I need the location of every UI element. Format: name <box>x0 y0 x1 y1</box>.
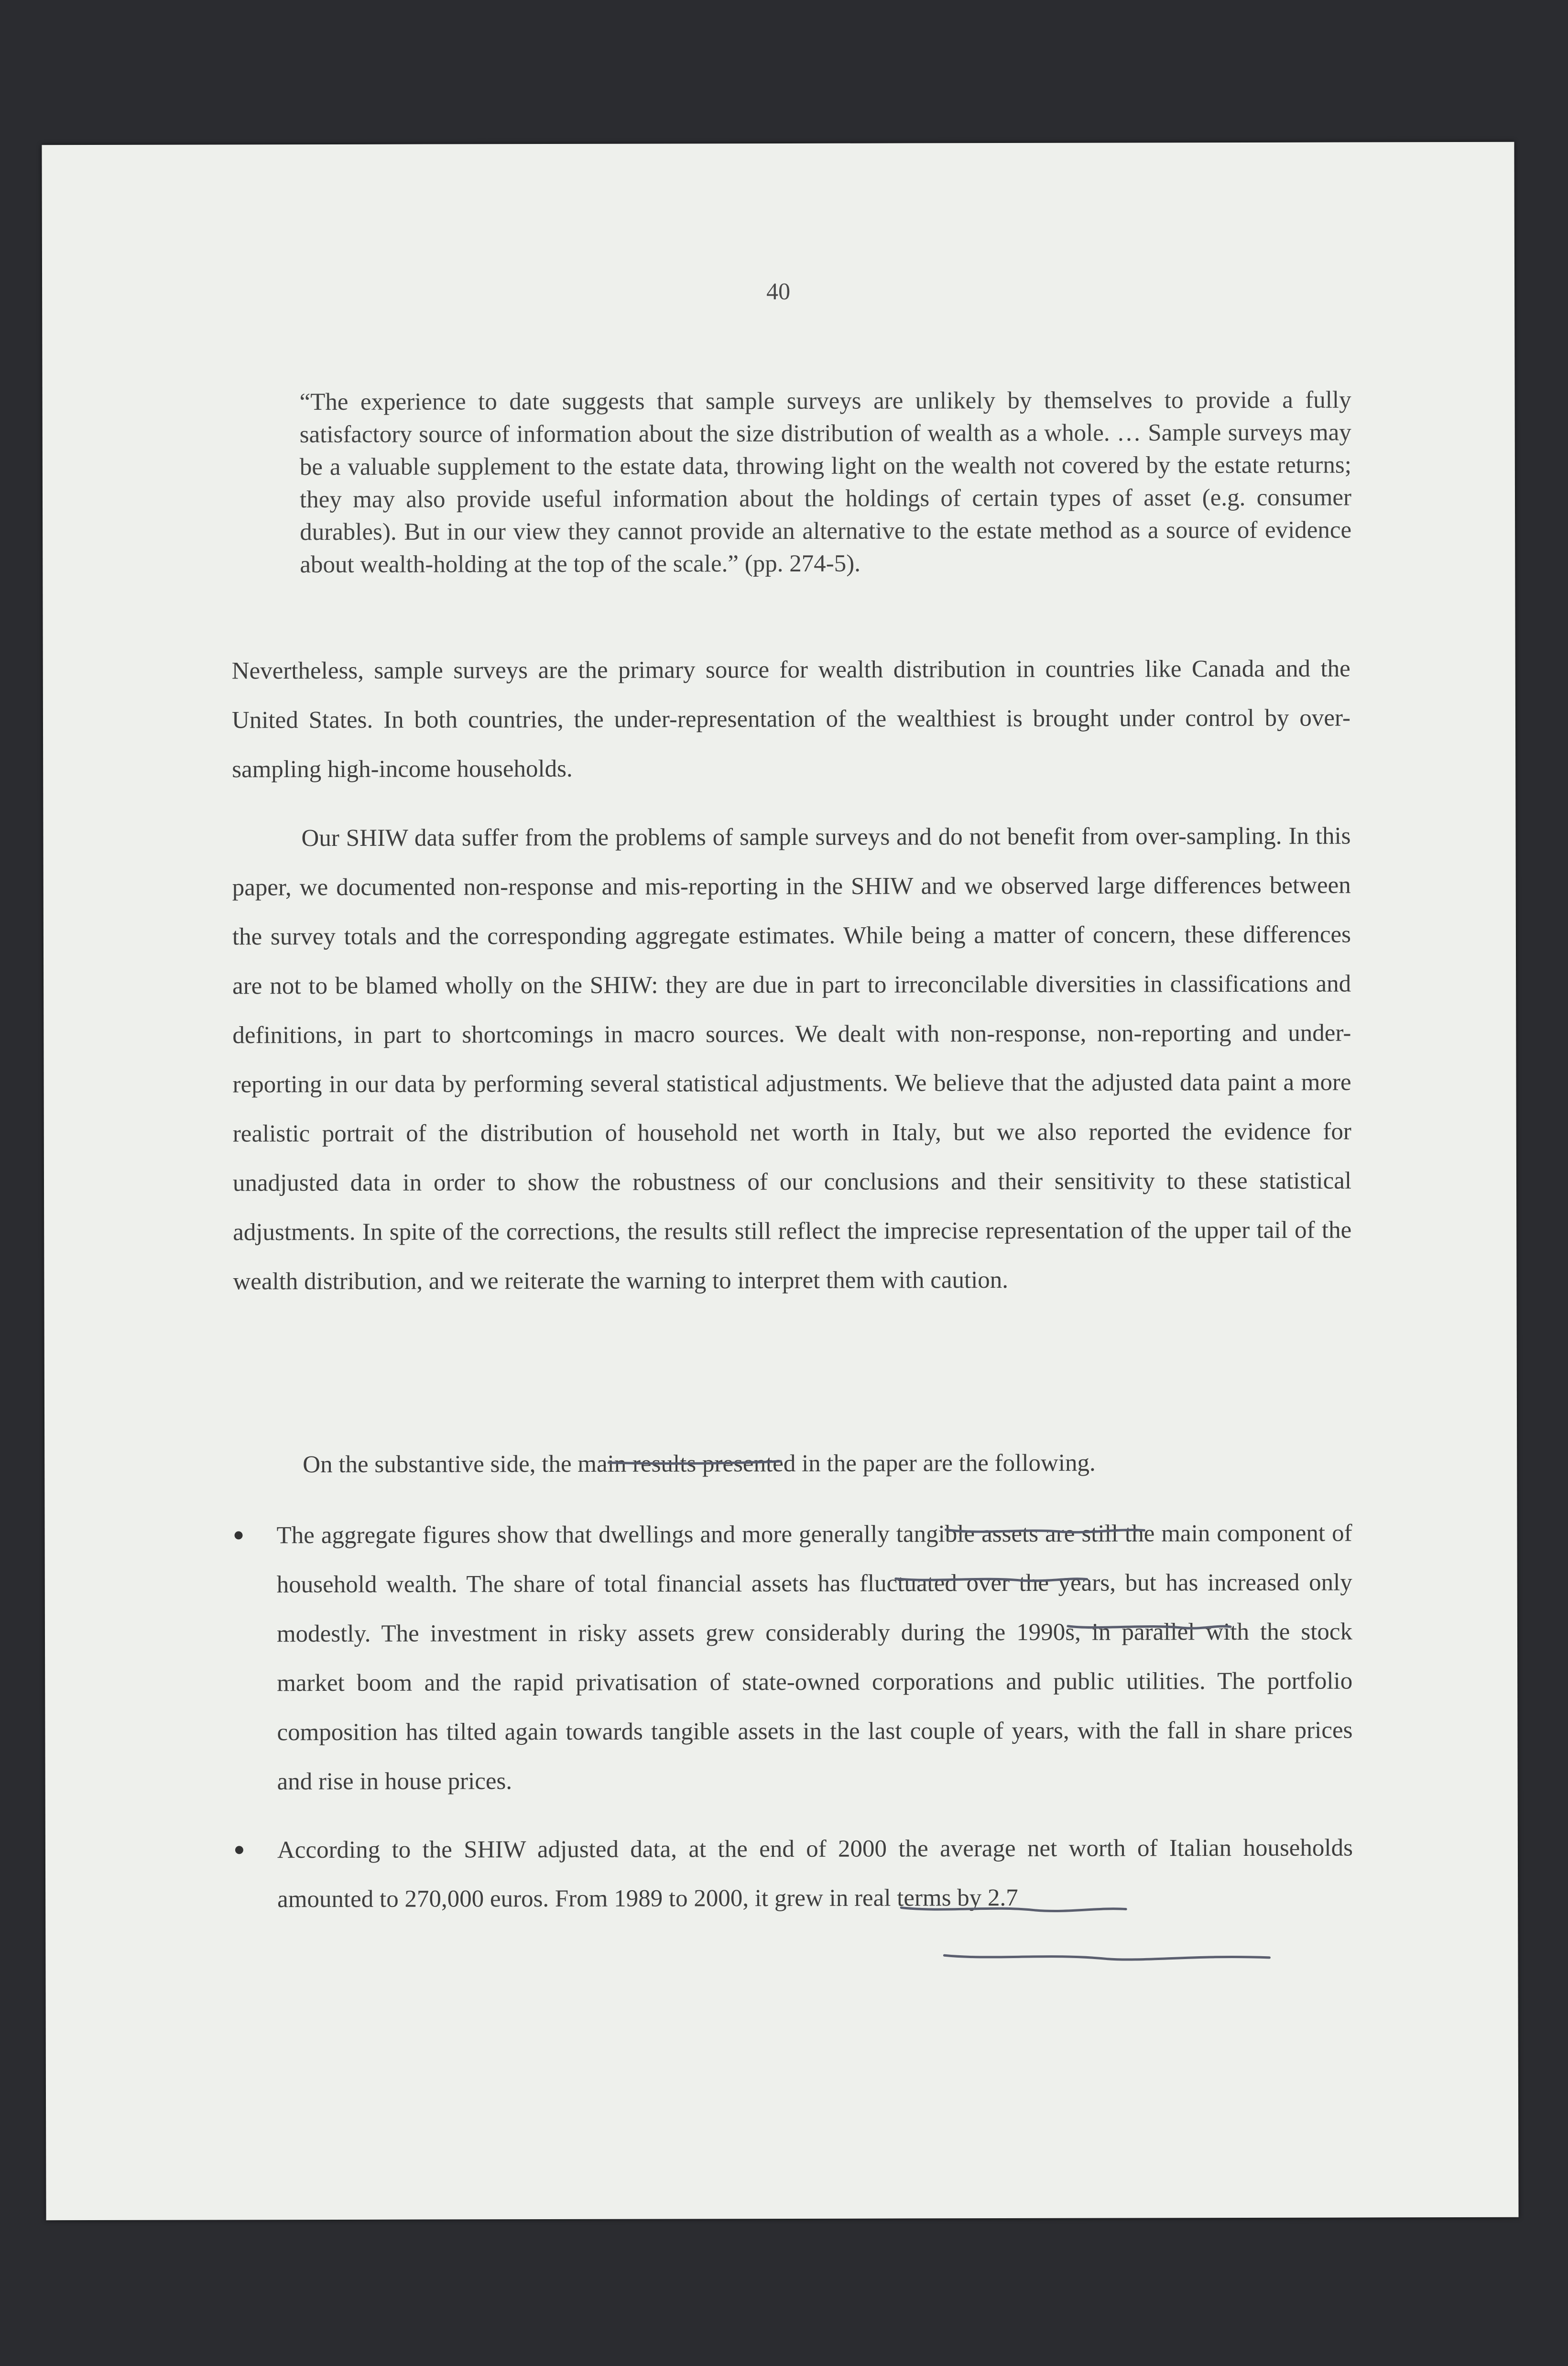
bullet-text: According to the SHIW adjusted data, at the end of 2000 the average net worth of Italian households amounted to 270,000 euros. From 1989 to 2000, it grew in real terms by 2.7 <box>277 1834 1353 1913</box>
bullet-item-average-net-worth <box>234 1823 1353 1924</box>
underline-grew-in-real-terms <box>944 1955 1269 1960</box>
bullet-text: The aggregate figures show that dwellings and more generally tangible assets are still the main component of household wealth. The share of total financial assets has fluctuated over the years, but has increased only modestly. The investment in risky assets grew considerably during the 1990s, in parallel with the stock market boom and the rapid privatisation of state-owned corporations and public utilities. The portfolio composition has tilted again towards tangible assets in the last couple of years, with the fall in share prices and rise in house prices. <box>276 1520 1353 1796</box>
block-quote: “The experience to date suggests that sample surveys are unlikely by themselves to provide a fully satisfactory source of information about the size distribution of wealth as a whole. … Sample surveys may be a valuable supplement to the estate data, throwing light on the wealth not covered by the estate returns; they may also provide useful information about the holdings of certain types of asset (e.g. consumer durables). But in our view they cannot provide an alternative to the estate method as a source of evidence about wealth-holding at the top of the scale.” (pp. 274-5). <box>299 386 1352 579</box>
bullet-item-aggregate-figures <box>233 1509 1352 1807</box>
results-bullet-list <box>233 1509 1353 1943</box>
bullet-dot-icon <box>235 1846 243 1854</box>
bullet-dot-icon <box>235 1531 243 1539</box>
page-number: 40 <box>766 277 791 305</box>
paragraph-shiw-data: Our SHIW data suffer from the problems of sample surveys and do not benefit from over-sampling. In this paper, we documented non-response and mis-reporting in the SHIW and we observed large differences between the survey totals and the corresponding aggregate estimates. While being a matter of concern, these differences are not to be blamed wholly on the SHIW: they are due in part to irreconcilable diversities in classifications and definitions, in part to shortcomings in macro sources. We dealt with non-response, non-reporting and under-reporting in our data by performing several statistical adjustments. We believe that the adjusted data paint a more realistic portrait of the distribution of household net worth in Italy, but we also reported the evidence for unadjusted data in order to show the robustness of our conclusions and their sensitivity to these statistical adjustments. In spite of the corrections, the results still reflect the imprecise representation of the upper tail of the wealth distribution, and we reiterate the warning to interpret them with caution. <box>232 822 1352 1295</box>
paragraph-nevertheless: Nevertheless, sample surveys are the primary source for wealth distribution in countries like Canada and the United States. In both countries, the under-representation of the wealthiest is brought under control by over-sampling high-income households. <box>231 655 1351 783</box>
document-page <box>42 142 1518 2220</box>
paragraph-main-results: On the substantive side, the main results presented in the paper are the following. <box>303 1449 1096 1479</box>
